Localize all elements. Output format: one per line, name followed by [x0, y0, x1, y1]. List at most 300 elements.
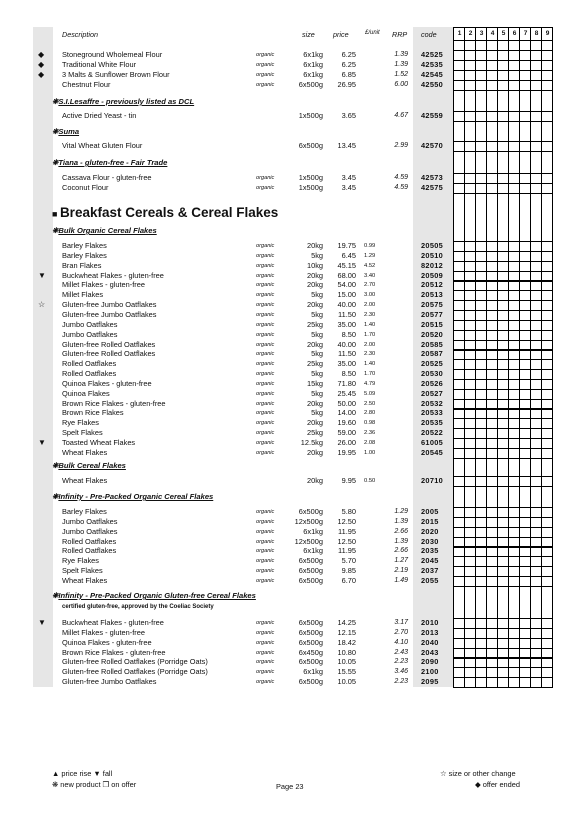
- square-bullet-icon: ■: [52, 209, 60, 219]
- organic-label: organic: [256, 400, 275, 407]
- organic-label: organic: [256, 292, 275, 299]
- order-column-number: 2: [468, 30, 473, 37]
- marker-icon: ◆: [38, 70, 45, 79]
- product-description: Millet Flakes - gluten-free: [62, 280, 145, 290]
- organic-label: organic: [256, 659, 275, 666]
- pack-size: 6x500g: [298, 618, 323, 627]
- order-column-number: 4: [490, 30, 495, 37]
- product-description: Rolled Oatflakes: [62, 546, 117, 556]
- unit-price: 0.99: [364, 243, 376, 249]
- price: 35.00: [337, 319, 356, 329]
- grid-row-line: [453, 687, 553, 688]
- product-row: [0, 141, 585, 151]
- organic-label: organic: [256, 629, 275, 636]
- order-column-number: 8: [534, 30, 539, 37]
- product-description: Wheat Flakes: [62, 447, 108, 457]
- product-description: Rolled Oatflakes: [62, 359, 117, 369]
- organic-label: organic: [256, 341, 275, 348]
- pack-size: 6x500g: [298, 507, 323, 516]
- organic-label: organic: [256, 440, 275, 446]
- rrp: 2.66: [394, 547, 408, 555]
- unit-price: 2.70: [364, 282, 376, 289]
- pack-size: 10kg: [306, 260, 323, 270]
- rrp: 1.52: [394, 71, 408, 78]
- product-code: 20533: [421, 408, 444, 418]
- price: 6.25: [341, 60, 356, 69]
- section-title: [52, 97, 194, 106]
- product-code: 42570: [421, 141, 444, 150]
- product-row: [0, 667, 585, 677]
- pack-size: 20kg: [306, 447, 323, 457]
- price: 8.50: [341, 329, 356, 339]
- product-code: 2055: [421, 575, 439, 585]
- section-title: [52, 461, 126, 470]
- pack-size: 20kg: [306, 339, 323, 349]
- pack-size: 20kg: [306, 398, 323, 408]
- legend-offer: ◆ offer ended: [475, 780, 520, 789]
- product-row: [0, 271, 585, 281]
- product-row: [0, 537, 585, 547]
- price: 9.95: [341, 476, 356, 485]
- order-column-number: 9: [545, 30, 550, 37]
- header-code: code: [421, 30, 437, 39]
- organic-label: organic: [256, 410, 275, 417]
- legend-size: ☆ size or other change: [440, 769, 516, 778]
- organic-label: organic: [256, 430, 275, 437]
- product-row: [0, 359, 585, 369]
- product-code: 20515: [421, 319, 444, 329]
- organic-label: organic: [256, 272, 275, 279]
- grid-row-line: [453, 151, 553, 152]
- product-code: 20575: [421, 300, 444, 310]
- pack-size: 20kg: [306, 476, 323, 485]
- product-description: Wheat Flakes: [62, 575, 108, 585]
- product-description: Gluten-free Rolled Oatflakes (Porridge Oats): [62, 657, 208, 667]
- unit-price: 3.40: [364, 272, 376, 279]
- marker-icon: ▼: [38, 438, 46, 447]
- product-description: Buckwheat Flakes - gluten-free: [62, 618, 164, 627]
- rrp: 6.00: [394, 81, 408, 88]
- price: 18.42: [337, 637, 356, 647]
- unit-price: 2.50: [364, 400, 376, 407]
- product-code: 2043: [421, 647, 439, 657]
- product-description: Vital Wheat Gluten Flour: [62, 141, 143, 150]
- pack-size: 20kg: [306, 270, 323, 280]
- product-code: 20509: [421, 270, 444, 280]
- organic-label: organic: [256, 390, 275, 397]
- product-code: 42550: [421, 80, 444, 89]
- rrp: 1.39: [394, 537, 408, 545]
- product-code: 20532: [421, 398, 444, 408]
- pack-size: 6x500g: [298, 566, 323, 576]
- organic-label: organic: [256, 282, 275, 289]
- product-code: 82012: [421, 260, 444, 270]
- price: 10.80: [337, 647, 356, 657]
- product-code: 2010: [421, 618, 439, 627]
- product-row: [0, 566, 585, 576]
- unit-price: 0.50: [364, 478, 376, 484]
- order-column-number: 1: [457, 30, 462, 37]
- product-description: Gluten-free Jumbo Oatflakes: [62, 677, 157, 687]
- product-code: 20535: [421, 418, 444, 428]
- section-star-icon: ❋: [52, 492, 59, 501]
- price: 9.85: [341, 566, 356, 576]
- unit-price: 1.00: [364, 449, 376, 456]
- product-code: 2040: [421, 637, 439, 647]
- product-code: 42575: [421, 183, 444, 192]
- product-row: [0, 389, 585, 399]
- section-title: [52, 127, 79, 136]
- grid-row-line: [453, 458, 553, 459]
- product-code: 2020: [421, 526, 439, 536]
- product-row: [0, 428, 585, 438]
- organic-label: organic: [256, 185, 275, 191]
- organic-label: organic: [256, 380, 275, 387]
- product-row: [0, 70, 585, 80]
- product-description: Coconut Flour: [62, 183, 109, 192]
- product-row: [0, 507, 585, 517]
- product-description: Rolled Oatflakes: [62, 369, 117, 379]
- pack-size: 1x500g: [298, 183, 323, 192]
- product-row: [0, 517, 585, 527]
- product-description: Jumbo Oatflakes: [62, 516, 118, 526]
- product-description: Millet Flakes: [62, 290, 104, 300]
- unit-price: 2.00: [364, 341, 376, 348]
- pack-size: 1x500g: [298, 111, 323, 120]
- product-row: [0, 379, 585, 389]
- product-description: Rye Flakes: [62, 418, 99, 428]
- grid-row-line: [453, 586, 553, 587]
- pack-size: 6x500g: [298, 80, 323, 89]
- grid-row-line: [453, 27, 553, 28]
- product-description: Brown Rice Flakes - gluten-free: [62, 398, 166, 408]
- section-title: [52, 492, 213, 501]
- pack-size: 5kg: [311, 388, 323, 398]
- unit-price: 1.40: [364, 321, 376, 328]
- pack-size: 20kg: [306, 418, 323, 428]
- price: 5.80: [341, 507, 356, 516]
- product-description: Spelt Flakes: [62, 428, 103, 438]
- header-size: size: [302, 30, 315, 39]
- organic-label: organic: [256, 361, 275, 368]
- rrp: 1.49: [394, 576, 408, 584]
- organic-label: organic: [256, 351, 275, 358]
- organic-label: organic: [256, 620, 275, 626]
- pack-size: 6x1kg: [303, 50, 323, 59]
- unit-price: 4.79: [364, 380, 376, 387]
- pack-size: 6x500g: [298, 556, 323, 566]
- price: 15.00: [337, 290, 356, 300]
- pack-size: 6x500g: [298, 637, 323, 647]
- product-code: 20505: [421, 241, 444, 250]
- product-description: Chestnut Flour: [62, 80, 111, 89]
- price: 11.50: [338, 349, 356, 359]
- section-star-icon: ❋: [52, 127, 59, 136]
- product-row: [0, 638, 585, 648]
- pack-size: 6x500g: [298, 677, 323, 687]
- pack-size: 25kg: [306, 319, 323, 329]
- grid-row-line: [453, 486, 553, 487]
- product-row: [0, 310, 585, 320]
- price: 19.60: [337, 418, 356, 428]
- price: 68.00: [337, 270, 356, 280]
- pack-size: 5kg: [311, 408, 323, 418]
- price: 26.00: [337, 438, 356, 447]
- rrp: 2.99: [394, 142, 408, 149]
- rrp: 2.23: [394, 658, 408, 666]
- marker-icon: ☆: [38, 300, 46, 310]
- pack-size: 5kg: [311, 250, 323, 260]
- unit-price: 1.40: [364, 361, 376, 368]
- price: 71.80: [337, 378, 356, 388]
- organic-label: organic: [256, 72, 275, 78]
- price: 50.00: [337, 398, 356, 408]
- organic-label: organic: [256, 558, 275, 565]
- product-row: [0, 476, 585, 486]
- product-code: 2030: [421, 536, 439, 546]
- product-description: Barley Flakes: [62, 250, 107, 260]
- product-description: Buckwheat Flakes - gluten-free: [62, 270, 164, 280]
- price: 15.55: [337, 667, 356, 677]
- price: 19.95: [337, 447, 356, 457]
- product-code: 20525: [421, 359, 444, 369]
- marker-icon: ▼: [38, 618, 46, 627]
- product-description: Barley Flakes: [62, 241, 107, 250]
- product-row: [0, 320, 585, 330]
- unit-price: 1.70: [364, 331, 376, 338]
- organic-label: organic: [256, 528, 275, 535]
- organic-label: organic: [256, 679, 275, 686]
- product-description: Quinoa Flakes - gluten-free: [62, 637, 152, 647]
- product-row: [0, 349, 585, 359]
- unit-price: 1.29: [364, 252, 376, 259]
- product-code: 2090: [421, 657, 439, 667]
- organic-label: organic: [256, 548, 275, 555]
- unit-price: 2.08: [364, 440, 376, 446]
- price: 3.65: [341, 111, 356, 120]
- price: 8.50: [341, 369, 356, 379]
- product-description: Gluten-free Jumbo Oatflakes: [62, 309, 157, 319]
- product-code: 20710: [421, 476, 444, 485]
- product-row: [0, 576, 585, 586]
- section-title-text: Infinity - Pre-Packed Organic Gluten-free Cereal Flakes: [58, 591, 256, 600]
- unit-price: 2.00: [364, 302, 376, 309]
- pack-size: 6x1kg: [303, 526, 323, 536]
- rrp: 1.29: [394, 508, 408, 515]
- product-code: 2045: [421, 556, 439, 566]
- organic-label: organic: [256, 252, 275, 259]
- product-code: 20512: [421, 280, 444, 290]
- pack-size: 15kg: [306, 378, 323, 388]
- product-row: [0, 527, 585, 537]
- price: 54.00: [337, 280, 356, 290]
- marker-icon: ◆: [38, 50, 45, 59]
- product-code: 42525: [421, 50, 444, 59]
- product-code: 20587: [421, 349, 444, 359]
- product-code: 20513: [421, 290, 444, 300]
- product-code: 20520: [421, 329, 444, 339]
- price: 40.00: [337, 339, 356, 349]
- organic-label: organic: [256, 262, 275, 269]
- organic-label: organic: [256, 577, 275, 584]
- price: 35.00: [337, 359, 356, 369]
- product-description: Cassava Flour - gluten-free: [62, 173, 152, 182]
- product-row: [0, 546, 585, 556]
- section-star-icon: ❋: [52, 226, 59, 235]
- grid-row-line: [453, 193, 553, 194]
- price: 45.15: [337, 260, 356, 270]
- price: 3.45: [341, 173, 356, 182]
- rrp: 2.19: [394, 567, 408, 575]
- product-code: 42535: [421, 60, 444, 69]
- product-row: [0, 369, 585, 379]
- rrp: 3.17: [394, 619, 408, 626]
- product-row: [0, 408, 585, 418]
- organic-label: organic: [256, 649, 275, 656]
- product-row: [0, 50, 585, 60]
- rrp: 4.59: [394, 174, 408, 181]
- product-row: [0, 556, 585, 566]
- rrp: 1.39: [394, 51, 408, 58]
- marker-icon: ◆: [38, 60, 45, 69]
- grid-row-line: [453, 121, 553, 122]
- price: 5.70: [341, 556, 356, 566]
- section-star-icon: ❋: [52, 158, 59, 167]
- product-code: 42573: [421, 173, 444, 182]
- organic-label: organic: [256, 52, 275, 58]
- price: 59.00: [337, 428, 356, 438]
- product-description: Jumbo Oatflakes: [62, 319, 118, 329]
- section-title-text: Infinity - Pre-Packed Organic Cereal Flakes: [58, 492, 214, 501]
- product-description: Bran Flakes: [62, 260, 102, 270]
- price: 6.85: [341, 70, 356, 79]
- product-row: [0, 261, 585, 271]
- marker-icon: ▼: [38, 270, 46, 280]
- price: 14.25: [337, 618, 356, 627]
- pack-size: 6x1kg: [303, 667, 323, 677]
- rrp: 4.67: [394, 112, 408, 119]
- price: 40.00: [337, 300, 356, 310]
- price: 12.50: [337, 536, 356, 546]
- pack-size: 6x500g: [298, 657, 323, 667]
- product-code: 20530: [421, 369, 444, 379]
- product-row: [0, 438, 585, 448]
- organic-label: organic: [256, 420, 275, 427]
- product-description: Jumbo Oatflakes: [62, 526, 118, 536]
- pack-size: 5kg: [311, 329, 323, 339]
- pack-size: 12.5kg: [300, 438, 323, 447]
- product-code: 20526: [421, 378, 444, 388]
- price: 3.45: [341, 183, 356, 192]
- section-title-text: Bulk Organic Cereal Flakes: [58, 226, 157, 235]
- price: 6.25: [341, 50, 356, 59]
- product-description: Quinoa Flakes: [62, 388, 110, 398]
- section-star-icon: ❋: [52, 591, 59, 600]
- section-note: certified gluten-free, approved by the Coeliac Society: [62, 604, 214, 610]
- product-code: 2095: [421, 677, 439, 687]
- product-description: Quinoa Flakes - gluten-free: [62, 378, 152, 388]
- product-row: [0, 300, 585, 310]
- unit-price: 4.52: [364, 262, 376, 269]
- section-title: [52, 158, 167, 167]
- price: 12.15: [337, 627, 356, 637]
- product-description: Millet Flakes - gluten-free: [62, 627, 145, 637]
- product-code: 20527: [421, 388, 444, 398]
- product-row: [0, 173, 585, 183]
- price: 10.05: [337, 677, 356, 687]
- product-description: Barley Flakes: [62, 507, 107, 516]
- product-description: Gluten-free Rolled Oatflakes: [62, 349, 156, 359]
- product-row: [0, 628, 585, 638]
- product-code: 20545: [421, 447, 444, 457]
- header-rrp: RRP: [392, 30, 408, 39]
- product-description: Rolled Oatflakes: [62, 536, 117, 546]
- organic-label: organic: [256, 321, 275, 328]
- rrp: 1.39: [394, 517, 408, 525]
- order-column-number: 5: [501, 30, 506, 37]
- grid-row-line: [453, 90, 553, 91]
- product-code: 42559: [421, 111, 444, 120]
- product-code: 2100: [421, 667, 439, 677]
- pack-size: 5kg: [311, 369, 323, 379]
- unit-price: 2.30: [364, 351, 376, 358]
- product-code: 20510: [421, 250, 444, 260]
- organic-label: organic: [256, 669, 275, 676]
- organic-label: organic: [256, 82, 275, 88]
- rrp: 2.23: [394, 678, 408, 686]
- organic-label: organic: [256, 639, 275, 646]
- pack-size: 6x500g: [298, 141, 323, 150]
- pack-size: 20kg: [306, 241, 323, 250]
- pack-size: 6x1kg: [303, 546, 323, 556]
- rrp: 2.70: [394, 628, 408, 636]
- unit-price: 2.80: [364, 410, 376, 417]
- header-price: price: [333, 30, 349, 39]
- rrp: 1.27: [394, 557, 408, 565]
- pack-size: 12x500g: [294, 516, 323, 526]
- rrp: 4.10: [394, 638, 408, 646]
- product-row: [0, 60, 585, 70]
- header-description: Description: [62, 30, 98, 39]
- section-title-text: Tiana - gluten-free - Fair Trade: [58, 158, 168, 167]
- product-description: Gluten-free Jumbo Oatflakes: [62, 300, 157, 310]
- organic-label: organic: [256, 371, 275, 378]
- organic-label: organic: [256, 62, 275, 68]
- pack-size: 5kg: [311, 290, 323, 300]
- order-column-number: 6: [512, 30, 517, 37]
- product-row: [0, 399, 585, 409]
- organic-label: organic: [256, 243, 275, 249]
- product-row: [0, 677, 585, 687]
- product-row: [0, 290, 585, 300]
- product-code: 42545: [421, 70, 444, 79]
- rrp: 2.43: [394, 648, 408, 656]
- rrp: 4.59: [394, 184, 408, 191]
- product-code: 2035: [421, 546, 439, 556]
- rrp: 3.46: [394, 668, 408, 676]
- section-star-icon: ❋: [52, 461, 59, 470]
- product-description: Jumbo Oatflakes: [62, 329, 118, 339]
- section-star-icon: ❋: [52, 97, 59, 106]
- pack-size: 6x1kg: [303, 70, 323, 79]
- organic-label: organic: [256, 568, 275, 575]
- product-row: [0, 80, 585, 90]
- product-code: 20522: [421, 428, 444, 438]
- organic-label: organic: [256, 518, 275, 525]
- organic-label: organic: [256, 175, 275, 181]
- section-title-text: Suma: [58, 127, 80, 136]
- product-description: Active Dried Yeast - tin: [62, 111, 137, 120]
